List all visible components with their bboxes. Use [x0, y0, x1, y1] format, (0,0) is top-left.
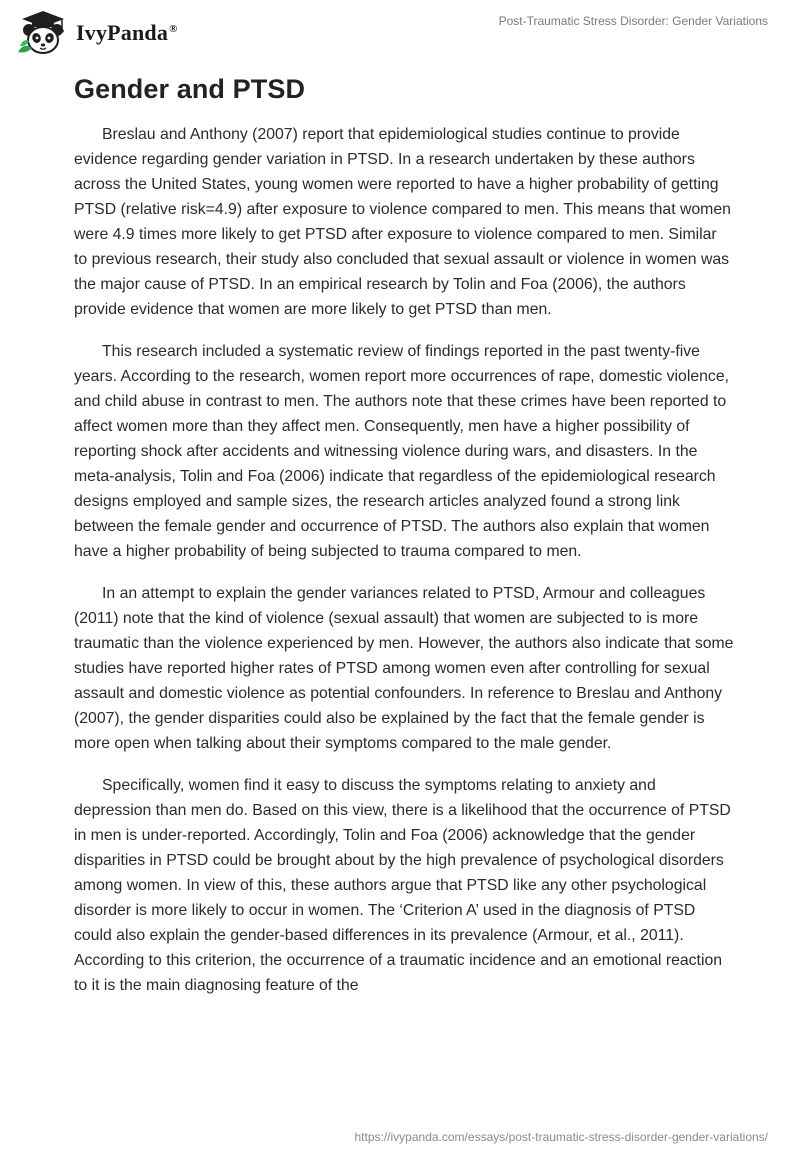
page-header — [0, 0, 800, 70]
article-body — [74, 74, 734, 1015]
paragraph: In an attempt to explain the gender variances related to PTSD, Armour and colleagues (2011) note that the kind of violence (sexual assault) that women are subjected to is more traumatic than the violence experienced by men. However, the authors also indicate that some studies have reported higher rates of PTSD among women even after controlling for sexual assault and domestic violence as potential confounders. In reference to Breslau and Anthony (2007), the gender disparities could also be explained by the fact that the female gender is more open when talking about their symptoms compared to the male gender. — [74, 585, 734, 752]
paragraph: This research included a systematic review of findings reported in the past twenty-five years. According to the research, women report more occurrences of rape, domestic violence, and child abuse in contrast to men. The authors note that these crimes have been reported to affect women more than they affect men. Consequently, men have a higher possibility of reporting shock after accidents and witnessing violence during wars, and disasters. In the meta-analysis, Tolin and Foa (2006) indicate that regardless of the epidemiological research designs employed and sample sizes, the research articles analyzed found a strong link between the female gender and occurrence of PTSD. The authors also explain that women have a higher probability of being subjected to trauma compared to men. — [74, 343, 729, 560]
panda-graduate-icon — [14, 8, 72, 58]
section-heading: Gender and PTSD — [74, 74, 306, 104]
ivypanda-logo[interactable] — [14, 8, 178, 58]
source-url[interactable]: https://ivypanda.com/essays/post-traumatic-stress-disorder-gender-variations/ — [354, 1130, 768, 1144]
brand-name: IvyPanda® — [76, 20, 178, 45]
paragraph: Specifically, women find it easy to discuss the symptoms relating to anxiety and depression than men do. Based on this view, there is a likelihood that the occurrence of PTSD in men is under-reported. Accordingly, Tolin and Foa (2006) acknowledge that the gender disparities in PTSD could be brought about by the high prevalence of psychological disorders among women. In view of this, these authors argue that PTSD like any other psychological disorder is more likely to occur in women. The ‘Criterion A’ used in the diagnosis of PTSD could also explain the gender-based differences in its prevalence (Armour, et al., 2011). According to this criterion, the occurrence of a traumatic incidence and an emotional reaction to it is the main diagnosing feature of the — [74, 777, 731, 994]
paragraph: Breslau and Anthony (2007) report that epidemiological studies continue to provide evidence regarding gender variation in PTSD. In a research undertaken by these authors across the United States, young women were reported to have a higher probability of getting PTSD (relative risk=4.9) after exposure to violence compared to men. This means that women were 4.9 times more likely to get PTSD after exposure to violence compared to men. Similar to previous research, their study also concluded that sexual assault or violence in women was the major cause of PTSD. In an empirical research by Tolin and Foa (2006), the authors provide evidence that women are more likely to get PTSD than men. — [74, 126, 731, 318]
running-title: Post-Traumatic Stress Disorder: Gender Variations — [498, 14, 768, 28]
